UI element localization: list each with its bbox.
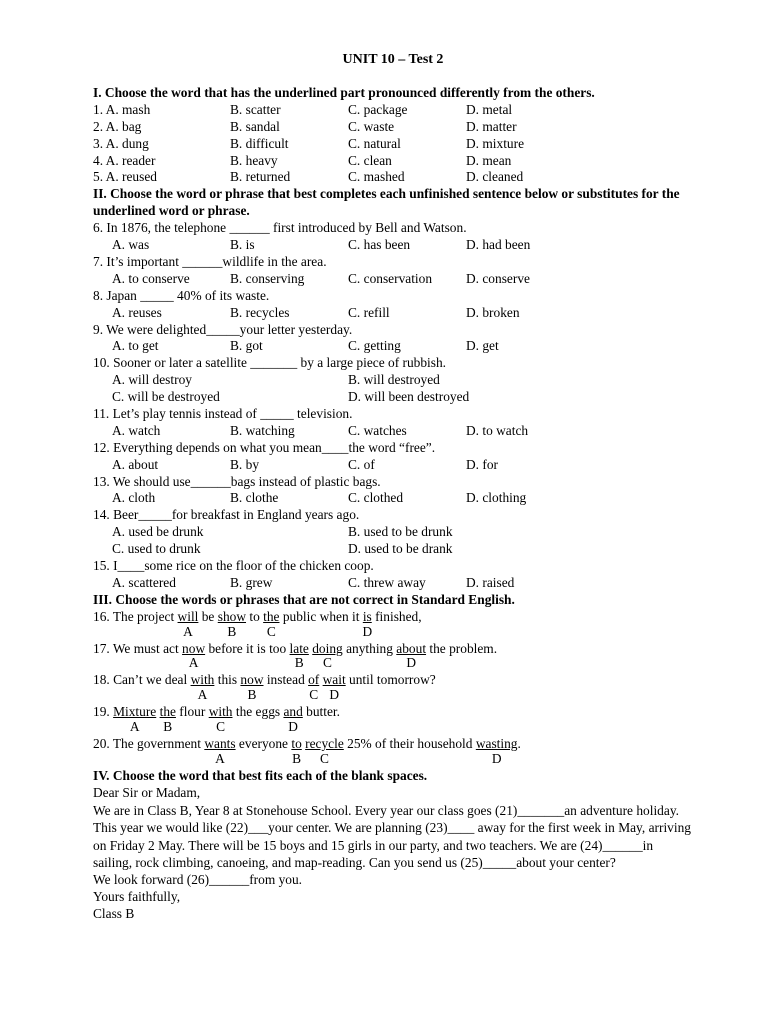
option: C. will be destroyed bbox=[112, 389, 220, 405]
option-letter: B bbox=[294, 655, 304, 671]
option: B. sandal bbox=[230, 118, 280, 134]
sentence-text: be bbox=[198, 608, 218, 624]
sentence-text: 20. The government bbox=[93, 736, 205, 752]
letter-body: We are in Class B, Year 8 at Stonehouse School. Every year our class goes (21)_______an adventure holiday. This year we would like (22)___your center. We are planning (23)____ away for the first week in May, arriving on Friday 2 May. There will be 15 boys and 15 girls in our party, and two teachers. We are (24)______in sailing, rock climbing, canoeing, and map-reading. Can you send us (25)_____about your center? bbox=[93, 802, 691, 871]
option: 2. A. bag bbox=[93, 118, 142, 134]
option: D. will been destroyed bbox=[348, 389, 470, 405]
option: B. difficult bbox=[230, 135, 289, 151]
option-letter: D bbox=[406, 655, 416, 671]
option-letter: A bbox=[188, 655, 199, 671]
option-letters bbox=[93, 689, 693, 704]
underlined-part: wasting bbox=[475, 736, 518, 752]
option: C. threw away bbox=[348, 574, 426, 590]
test-document bbox=[93, 50, 693, 923]
options-row bbox=[93, 338, 693, 355]
option-letter: C bbox=[266, 623, 276, 639]
letter-greeting: Dear Sir or Madam, bbox=[93, 784, 201, 800]
option: A. cloth bbox=[112, 490, 156, 506]
option: D. for bbox=[466, 456, 498, 472]
question-stem: 15. I____some rice on the floor of the chicken coop. bbox=[93, 557, 374, 573]
sentence-text: to bbox=[246, 608, 264, 624]
section-3-questions bbox=[93, 609, 693, 768]
letter-look-forward: We look forward (26)______from you. bbox=[93, 871, 303, 887]
option: A. scattered bbox=[112, 574, 176, 590]
option: 3. A. dung bbox=[93, 135, 149, 151]
question-row bbox=[93, 153, 693, 170]
sentence-text: the eggs bbox=[232, 704, 284, 720]
option: B. got bbox=[230, 338, 263, 354]
question-stem: 11. Let’s play tennis instead of _____ television. bbox=[93, 405, 353, 421]
option-letters bbox=[93, 753, 693, 768]
option: C. getting bbox=[348, 338, 401, 354]
option: B. grew bbox=[230, 574, 273, 590]
options-row bbox=[93, 305, 693, 322]
error-sentence bbox=[93, 641, 693, 658]
option: D. matter bbox=[466, 118, 517, 134]
option-letter: C bbox=[216, 719, 226, 735]
option: B. clothe bbox=[230, 490, 279, 506]
sentence-text: until tomorrow? bbox=[345, 672, 436, 688]
option-letters bbox=[93, 721, 693, 736]
section-1-questions bbox=[93, 102, 693, 186]
underlined-part: is bbox=[362, 608, 372, 624]
option: C. package bbox=[348, 101, 408, 117]
underlined-part: with bbox=[208, 704, 233, 720]
section-2-heading: II. Choose the word or phrase that best completes each unfinished sentence below or substitutes for the underlined word or phrase. bbox=[93, 186, 680, 219]
underlined-part: wants bbox=[204, 736, 236, 752]
sentence-text: the problem. bbox=[426, 640, 498, 656]
option-letter: A bbox=[183, 623, 193, 639]
option: C. natural bbox=[348, 135, 401, 151]
underlined-part: doing bbox=[312, 640, 343, 656]
option: A. to get bbox=[112, 338, 159, 354]
sentence-text: instead bbox=[263, 672, 309, 688]
sentence-text: 17. We must act bbox=[93, 640, 183, 656]
underlined-part: recycle bbox=[305, 736, 344, 752]
option: A. reuses bbox=[112, 304, 162, 320]
options-row bbox=[93, 389, 693, 406]
underlined-part: wait bbox=[322, 672, 346, 688]
underlined-part: of bbox=[308, 672, 320, 688]
option: C. has been bbox=[348, 237, 411, 253]
option: D. cleaned bbox=[466, 169, 524, 185]
question-stem: 7. It’s important ______wildlife in the area. bbox=[93, 253, 327, 269]
option-letter: A bbox=[197, 687, 208, 703]
option: 5. A. reused bbox=[93, 169, 157, 185]
option: C. of bbox=[348, 456, 375, 472]
question-stem: 10. Sooner or later a satellite _______ by a large piece of rubbish. bbox=[93, 355, 447, 371]
option: C. conservation bbox=[348, 270, 433, 286]
option-letter: B bbox=[163, 719, 173, 735]
underlined-part: the bbox=[263, 608, 280, 624]
question-row bbox=[93, 102, 693, 119]
underlined-part: about bbox=[396, 640, 427, 656]
sentence-text: 18. Can’t we deal bbox=[93, 672, 191, 688]
option: C. mashed bbox=[348, 169, 405, 185]
options-row bbox=[93, 575, 693, 592]
option-letter: B bbox=[247, 687, 257, 703]
underlined-part: will bbox=[177, 608, 199, 624]
question-stem: 14. Beer_____for breakfast in England years ago. bbox=[93, 507, 360, 523]
option: D. used to be drank bbox=[348, 541, 453, 557]
option-letter: A bbox=[129, 719, 140, 735]
option: B. scatter bbox=[230, 101, 281, 117]
sentence-text: before it is too bbox=[205, 640, 290, 656]
option: D. had been bbox=[466, 237, 531, 253]
underlined-part: now bbox=[182, 640, 206, 656]
options-row bbox=[93, 457, 693, 474]
options-row bbox=[93, 490, 693, 507]
question-row bbox=[93, 169, 693, 186]
underlined-part: show bbox=[217, 608, 247, 624]
sentence-text: finished, bbox=[371, 608, 422, 624]
option: B. used to be drunk bbox=[348, 524, 453, 540]
sentence-text: everyone bbox=[235, 736, 292, 752]
option: 1. A. mash bbox=[93, 101, 151, 117]
option: B. will destroyed bbox=[348, 372, 440, 388]
underlined-part: with bbox=[190, 672, 215, 688]
sentence-text: this bbox=[214, 672, 241, 688]
option-letter: B bbox=[292, 751, 302, 767]
option: C. clean bbox=[348, 152, 392, 168]
options-row bbox=[93, 423, 693, 440]
option: B. recycles bbox=[230, 304, 290, 320]
underlined-part: now bbox=[240, 672, 264, 688]
option: D. raised bbox=[466, 574, 515, 590]
option-letter: B bbox=[227, 623, 237, 639]
sentence-text: 25% of their household bbox=[343, 736, 476, 752]
sentence-text: anything bbox=[342, 640, 397, 656]
section-4-heading: IV. Choose the word that best fits each of the blank spaces. bbox=[93, 768, 428, 784]
options-row bbox=[93, 372, 693, 389]
sentence-text: . bbox=[517, 736, 521, 752]
option: A. about bbox=[112, 456, 159, 472]
option: D. clothing bbox=[466, 490, 527, 506]
section-1-heading: I. Choose the word that has the underlined part pronounced differently from the others. bbox=[93, 85, 595, 100]
underlined-part: Mixture bbox=[113, 704, 157, 720]
option: A. was bbox=[112, 237, 150, 253]
option-letters bbox=[93, 623, 693, 641]
options-row bbox=[93, 541, 693, 558]
page-title: UNIT 10 – Test 2 bbox=[342, 52, 444, 67]
letter-signature: Class B bbox=[93, 905, 135, 921]
sentence-text: public when it bbox=[279, 608, 363, 624]
sentence-text: butter. bbox=[302, 704, 340, 720]
option-letter: D bbox=[329, 687, 339, 703]
option: A. used be drunk bbox=[112, 524, 204, 540]
option: D. mixture bbox=[466, 135, 525, 151]
option-letter: C bbox=[320, 751, 329, 767]
option: B. heavy bbox=[230, 152, 278, 168]
options-row bbox=[93, 271, 693, 288]
question-stem: 13. We should use______bags instead of plastic bags. bbox=[93, 473, 381, 489]
option: 4. A. reader bbox=[93, 152, 156, 168]
error-sentence bbox=[93, 704, 693, 721]
option: D. broken bbox=[466, 304, 520, 320]
option-letter: C bbox=[323, 655, 332, 671]
option: D. mean bbox=[466, 152, 512, 168]
option-letter: D bbox=[288, 719, 298, 735]
option-letters bbox=[93, 657, 693, 672]
section-3-heading: III. Choose the words or phrases that are not correct in Standard English. bbox=[93, 591, 515, 607]
option: C. waste bbox=[348, 118, 395, 134]
section-2-questions bbox=[93, 220, 693, 592]
options-row bbox=[93, 237, 693, 254]
sentence-text: flour bbox=[175, 704, 209, 720]
option: A. to conserve bbox=[112, 270, 190, 286]
option: D. metal bbox=[466, 101, 513, 117]
option: C. used to drunk bbox=[112, 541, 201, 557]
question-stem: 6. In 1876, the telephone ______ first introduced by Bell and Watson. bbox=[93, 220, 467, 236]
option-letter: A bbox=[215, 751, 225, 767]
underlined-part: and bbox=[283, 704, 303, 720]
option: D. conserve bbox=[466, 270, 530, 286]
option: B. conserving bbox=[230, 270, 305, 286]
option: C. watches bbox=[348, 422, 407, 438]
option-letter: C bbox=[309, 687, 319, 703]
option: A. watch bbox=[112, 422, 161, 438]
sentence-text: 16. The project bbox=[93, 608, 178, 624]
question-stem: 9. We were delighted_____your letter yesterday. bbox=[93, 321, 353, 337]
underlined-part: to bbox=[291, 736, 302, 752]
options-row bbox=[93, 524, 693, 541]
option: C. refill bbox=[348, 304, 390, 320]
option: B. returned bbox=[230, 169, 291, 185]
option: B. by bbox=[230, 456, 260, 472]
error-sentence bbox=[93, 672, 693, 689]
option: B. is bbox=[230, 237, 255, 253]
question-row bbox=[93, 119, 693, 136]
error-sentence bbox=[93, 736, 693, 753]
sentence-text: 19. bbox=[93, 704, 114, 720]
option: D. to watch bbox=[466, 422, 529, 438]
option: A. will destroy bbox=[112, 372, 192, 388]
underlined-part: the bbox=[159, 704, 176, 720]
question-stem: 12. Everything depends on what you mean____the word “free”. bbox=[93, 439, 436, 455]
question-row bbox=[93, 136, 693, 153]
option-letter: D bbox=[362, 623, 373, 639]
question-stem: 8. Japan _____ 40% of its waste. bbox=[93, 287, 270, 303]
letter-closing: Yours faithfully, bbox=[93, 888, 181, 904]
option: D. get bbox=[466, 338, 499, 354]
option-letter: D bbox=[491, 751, 502, 767]
option: C. clothed bbox=[348, 490, 404, 506]
underlined-part: late bbox=[289, 640, 309, 656]
option: B. watching bbox=[230, 422, 295, 438]
